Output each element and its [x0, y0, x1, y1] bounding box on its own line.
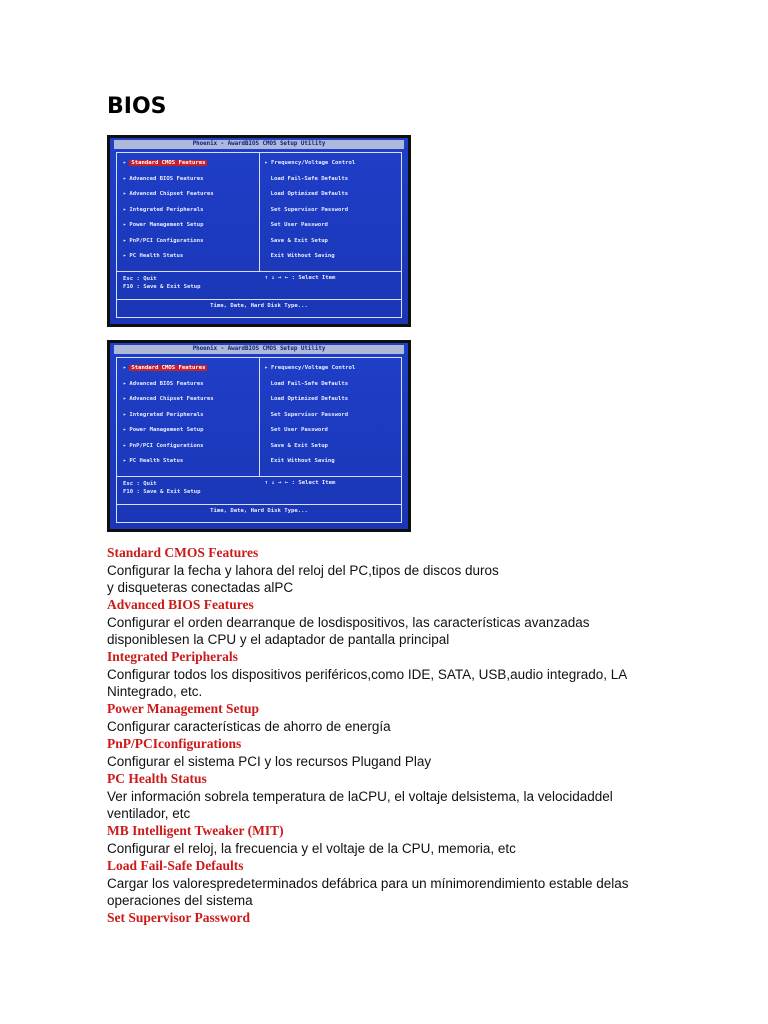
section-heading: Load Fail-Safe Defaults — [107, 858, 244, 873]
section-text: Cargar los valorespredeterminados defábrica para un mínimorendimiento estable delas — [107, 876, 629, 891]
bios-menu-item-advanced-bios[interactable]: ▸ Advanced BIOS Features — [123, 380, 204, 387]
bios-hint: Time, Date, Hard Disk Type... — [210, 303, 308, 309]
bios-menu-item-save-exit[interactable]: Save & Exit Setup — [270, 237, 328, 244]
bios-frame — [116, 152, 402, 318]
bios-divider — [117, 476, 401, 477]
bios-menu-item-load-fail-safe[interactable]: Load Fail-Safe Defaults — [270, 380, 349, 387]
bios-menu-item-pc-health[interactable]: ▸ PC Health Status — [123, 458, 184, 464]
section-heading: Power Management Setup — [107, 701, 259, 716]
bios-key-esc: Esc : Quit — [123, 276, 157, 282]
bios-menu-item-pc-health[interactable]: ▸ PC Health Status — [123, 253, 184, 259]
bios-menu-item-integrated-peripherals[interactable]: ▸ Integrated Peripherals — [123, 206, 204, 213]
section-text: Nintegrado, etc. — [107, 684, 203, 699]
bios-right-menu — [265, 364, 356, 473]
triangle-right-icon: ▸ — [123, 411, 127, 418]
bios-menu-item-advanced-chipset[interactable]: ▸ Advanced Chipset Features — [123, 396, 214, 402]
bios-screenshot-1 — [107, 135, 411, 327]
bios-menu-item-load-optimized[interactable]: Load Optimized Defaults — [270, 191, 349, 197]
section-heading: Standard CMOS Features — [107, 545, 259, 560]
bios-divider — [259, 358, 260, 476]
section-text: ventilador, etc — [107, 806, 191, 821]
bios-frame — [116, 357, 402, 523]
bios-divider — [259, 153, 260, 271]
section-text: Configurar el sistema PCI y los recursos Plugand Play — [107, 754, 432, 769]
bios-menu-item-save-exit[interactable]: Save & Exit Setup — [270, 442, 328, 449]
section-text: y disqueteras conectadas alPC — [107, 580, 294, 595]
section-heading: MB Intelligent Tweaker (MIT) — [107, 823, 284, 838]
bios-left-menu — [123, 364, 214, 473]
bios-menu-item-standard-cmos[interactable]: ▸ Standard CMOS Features — [123, 365, 206, 371]
triangle-right-icon: ▸ — [123, 365, 127, 371]
section-text: disponiblesen la CPU y el adaptador de pantalla principal — [107, 632, 450, 647]
bios-key-f10: F10 : Save & Exit Setup — [123, 489, 201, 495]
triangle-right-icon: ▸ — [123, 396, 127, 402]
triangle-right-icon: ▸ — [264, 365, 269, 371]
bios-menu-item-integrated-peripherals[interactable]: ▸ Integrated Peripherals — [123, 411, 204, 418]
section-text: Ver información sobrela temperatura de laCPU, el voltaje delsistema, la velocidaddel — [107, 789, 613, 804]
bios-key-f10: F10 : Save & Exit Setup — [123, 284, 201, 290]
bios-menu-item-power-management[interactable]: ▸ Power Management Setup — [123, 222, 204, 228]
triangle-right-icon: ▸ — [123, 253, 127, 259]
bios-divider — [117, 299, 401, 300]
bios-screen — [110, 138, 408, 324]
bios-menu-item-supervisor-password[interactable]: Set Supervisor Password — [270, 206, 349, 213]
bios-key-select: ↑ ↓ → ← : Select Item — [264, 275, 336, 281]
triangle-right-icon: ▸ — [123, 175, 127, 182]
bios-title-bar: Phoenix - AwardBIOS CMOS Setup Utility — [114, 140, 404, 149]
triangle-right-icon: ▸ — [123, 237, 127, 244]
page-title: BIOS — [107, 94, 167, 119]
bios-menu-item-frequency-voltage[interactable]: ▸ Frequency/Voltage Control — [264, 365, 356, 371]
bios-title-bar: Phoenix - AwardBIOS CMOS Setup Utility — [114, 345, 404, 354]
section-heading: PC Health Status — [107, 771, 207, 786]
bios-menu-item-user-password[interactable]: Set User Password — [270, 427, 328, 433]
section-text: Configurar el orden dearranque de losdispositivos, las características avanzadas — [107, 615, 590, 630]
triangle-right-icon: ▸ — [123, 458, 127, 464]
bios-menu-item-pnp-pci[interactable]: ▸ PnP/PCI Configurations — [123, 237, 204, 244]
triangle-right-icon: ▸ — [123, 206, 127, 213]
section-text: Configurar características de ahorro de energía — [107, 719, 391, 734]
bios-menu-item-advanced-chipset[interactable]: ▸ Advanced Chipset Features — [123, 191, 214, 197]
bios-left-menu — [123, 159, 214, 268]
bios-key-legend — [123, 480, 200, 496]
triangle-right-icon: ▸ — [123, 380, 127, 387]
bios-menu-item-user-password[interactable]: Set User Password — [270, 222, 328, 228]
bios-right-menu — [265, 159, 356, 268]
bios-menu-item-advanced-bios[interactable]: ▸ Advanced BIOS Features — [123, 175, 204, 182]
section-heading: Set Supervisor Password — [107, 910, 251, 925]
section-text: Configurar el reloj, la frecuencia y el voltaje de la CPU, memoria, etc — [107, 841, 516, 856]
section-heading: Integrated Peripherals — [107, 649, 238, 664]
triangle-right-icon: ▸ — [123, 191, 127, 197]
bios-hint: Time, Date, Hard Disk Type... — [210, 508, 308, 514]
section-text: Configurar todos los dispositivos periféricos,como IDE, SATA, USB,audio integrado, LA — [107, 667, 628, 682]
triangle-right-icon: ▸ — [123, 427, 127, 433]
triangle-right-icon: ▸ — [123, 160, 127, 166]
bios-screen — [110, 343, 408, 529]
bios-menu-item-standard-cmos[interactable]: ▸ Standard CMOS Features — [123, 160, 206, 166]
bios-screenshot-2 — [107, 340, 411, 532]
section-heading: PnP/PCIconfigurations — [107, 736, 242, 751]
bios-divider — [117, 271, 401, 272]
section-heading: Advanced BIOS Features — [107, 597, 254, 612]
bios-menu-item-pnp-pci[interactable]: ▸ PnP/PCI Configurations — [123, 442, 204, 449]
bios-menu-item-power-management[interactable]: ▸ Power Management Setup — [123, 427, 204, 433]
section-text: operaciones del sistema — [107, 893, 253, 908]
triangle-right-icon: ▸ — [123, 222, 127, 228]
bios-menu-item-exit-without-saving[interactable]: Exit Without Saving — [270, 253, 335, 259]
bios-key-legend — [123, 275, 200, 291]
bios-key-esc: Esc : Quit — [123, 481, 157, 487]
triangle-right-icon: ▸ — [123, 442, 127, 449]
bios-divider — [117, 504, 401, 505]
bios-menu-item-supervisor-password[interactable]: Set Supervisor Password — [270, 411, 349, 418]
bios-menu-item-exit-without-saving[interactable]: Exit Without Saving — [270, 458, 335, 464]
section-text: Configurar la fecha y lahora del reloj del PC,tipos de discos duros — [107, 563, 499, 578]
bios-menu-item-load-fail-safe[interactable]: Load Fail-Safe Defaults — [270, 175, 349, 182]
bios-menu-item-load-optimized[interactable]: Load Optimized Defaults — [270, 396, 349, 402]
descriptions — [107, 544, 747, 927]
bios-menu-item-frequency-voltage[interactable]: ▸ Frequency/Voltage Control — [264, 160, 356, 166]
bios-key-select: ↑ ↓ → ← : Select Item — [264, 480, 336, 486]
triangle-right-icon: ▸ — [264, 160, 269, 166]
